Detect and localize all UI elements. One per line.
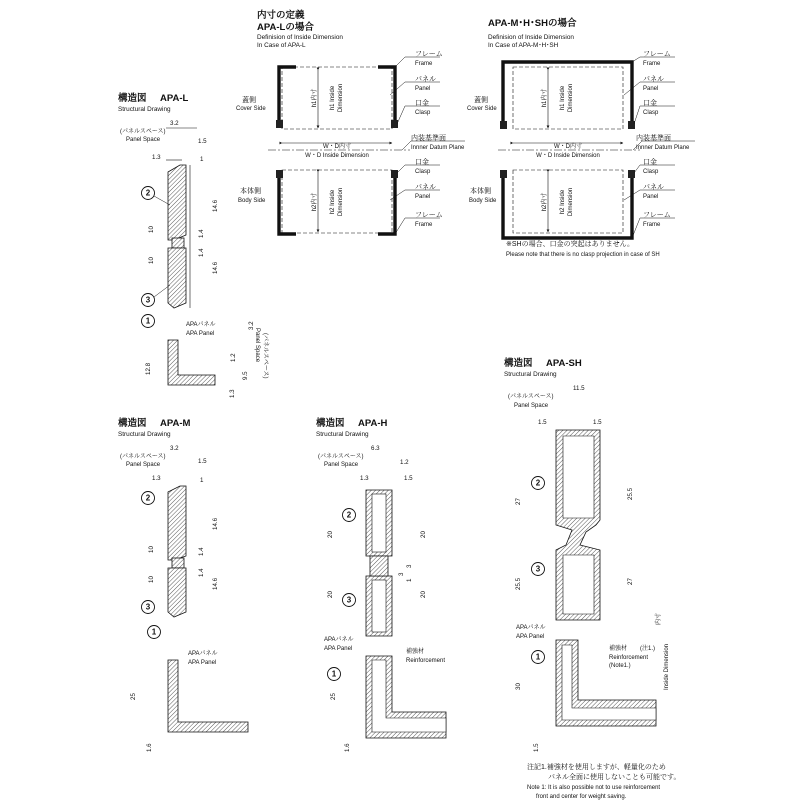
- body-side-en: Body Side: [238, 198, 266, 204]
- cover-side-label: 蓋側: [242, 97, 256, 104]
- h1-en2: Dimension: [338, 83, 344, 113]
- apa-l-dim-14-6b: 14.6: [212, 261, 219, 274]
- sh-note-jp: ※SHの場合、口金の突起はありません。: [506, 241, 635, 248]
- apa-m-dim-1-3: 1.3: [152, 475, 161, 482]
- h1-en1: h1 Inside: [330, 85, 336, 111]
- apa-h-reinf-en: Reinforcement: [406, 658, 446, 664]
- apa-l-ps-vertical-en: Panel Space: [254, 328, 260, 363]
- apa-l-callout-1: 1: [145, 316, 151, 326]
- apa-h-panel-space: (パネルスペース): [318, 454, 364, 460]
- mhsh-panel-en: Panel: [643, 86, 659, 92]
- apa-m-struct-en: Structural Drawing: [118, 431, 171, 438]
- apa-sh-dim-1-5a: 1.5: [538, 419, 547, 426]
- apa-h-model: APA-H: [358, 418, 388, 429]
- apa-sh-note-jp2: パネル全面に使用しないことも可能です。: [548, 774, 681, 781]
- apa-sh-panel-space-en: Panel Space: [514, 403, 549, 409]
- apa-m-model: APA-M: [160, 418, 191, 429]
- apa-sh-note-en2: front and center for weight saving.: [536, 794, 627, 800]
- mhsh-body-side-en: Body Side: [469, 198, 497, 204]
- apa-l-dim-9-5: 9.5: [242, 371, 249, 380]
- mhsh-panel-en-2: Panel: [643, 194, 659, 200]
- apa-m-dim-14-6b: 14.6: [212, 577, 219, 590]
- apa-m-struct-title: 構造図: [118, 418, 147, 429]
- apa-l-panel-space-en: Panel Space: [126, 137, 161, 143]
- apa-l-dim-1-4a: 1.4: [198, 229, 205, 238]
- callout-3-num: 3: [145, 295, 151, 305]
- apa-l-dim-3-2: 3.2: [170, 120, 179, 127]
- apa-m-dim-3-2: 3.2: [170, 445, 179, 452]
- mhsh-h1-en2: Dimension: [568, 83, 574, 113]
- apa-l-panel-space: (パネルスペース): [120, 129, 166, 135]
- apa-h-dim-1: 1: [406, 578, 413, 582]
- apa-sh-note1-marker: (注1.): [640, 646, 656, 652]
- frame-en: Frame: [415, 61, 433, 67]
- apa-m-callout-1: 1: [151, 627, 157, 637]
- apa-h-dim-3b: 3: [398, 572, 405, 576]
- apa-sh-callout-1: 1: [535, 652, 541, 662]
- apa-sh-structure: [504, 357, 680, 800]
- mhsh-clasp-en-2: Clasp: [643, 169, 659, 175]
- apa-sh-dim-1-5v: 1.5: [533, 743, 540, 752]
- apa-l-apa-panel-en: APA Panel: [186, 331, 215, 337]
- apa-l-dim-1-5: 1.5: [198, 138, 207, 145]
- mhsh-frame-en: Frame: [643, 61, 661, 67]
- frame-label: フレーム: [415, 51, 443, 58]
- h2-en1: h2 Inside: [330, 189, 336, 215]
- apa-l-dim-10b: 10: [148, 257, 155, 264]
- cover-side-en: Cover Side: [236, 106, 266, 112]
- mhsh-cover-side: 蓋側: [474, 97, 488, 104]
- apa-m-dim-10b: 10: [148, 576, 155, 583]
- apa-l-struct-title: 構造図: [118, 93, 147, 104]
- apa-h-dim-20b: 20: [327, 591, 334, 598]
- clasp-label: 口金: [415, 100, 429, 107]
- mhsh-h2-label: h2内寸: [542, 192, 548, 212]
- apa-m-dim-1-4a: 1.4: [198, 547, 205, 556]
- sh-note-en: Please note that there is no clasp projection in case of SH: [506, 252, 660, 258]
- apa-l-struct-en: Structural Drawing: [118, 106, 171, 113]
- apa-sh-struct-title: 構造図: [504, 358, 533, 369]
- apa-l-apa-panel: APAパネル: [186, 322, 216, 328]
- apa-sh-note1-marker-en: (Note1.): [609, 663, 631, 669]
- definition-en1: Definision of Inside Dimension: [257, 34, 343, 41]
- mhsh-h2-en1: h2 Inside: [560, 189, 566, 215]
- apa-m-panel-space: (パネルスペース): [120, 454, 166, 460]
- datum-en: Innner Datum Plane: [411, 145, 465, 151]
- apa-sh-apa-panel: APAパネル: [516, 625, 546, 631]
- apa-m-structure: [118, 417, 248, 752]
- mhsh-en2: In Case of APA-M･H･SH: [488, 42, 559, 49]
- apa-sh-dim-25-5b: 25.5: [515, 577, 522, 590]
- mhsh-datum-label: 内装基準面: [636, 135, 671, 142]
- apa-l-dim-10a: 10: [148, 226, 155, 233]
- apa-l-dim-1: 1: [200, 156, 204, 163]
- datum-label: 内装基準面: [411, 135, 446, 142]
- cover-clasp-right: [391, 120, 398, 128]
- definition-title: 内寸の定義: [257, 10, 305, 21]
- panel-label-2: パネル: [415, 184, 436, 191]
- h2-en2: Dimension: [338, 187, 344, 217]
- inside-dimension-apa-l: [236, 9, 465, 234]
- apa-h-struct-title: 構造図: [316, 418, 345, 429]
- mhsh-wd-label: W・D内寸: [554, 144, 582, 150]
- apa-h-dim-1-6: 1.6: [344, 743, 351, 752]
- apa-m-apa-panel: APAパネル: [188, 651, 218, 657]
- apa-h-callout-3: 3: [346, 595, 352, 605]
- apa-h-apa-panel-en: APA Panel: [324, 646, 353, 652]
- apa-l-structure: [118, 92, 270, 398]
- apa-h-callout-1: 1: [331, 669, 337, 679]
- apa-h-struct-en: Structural Drawing: [316, 431, 369, 438]
- definition-callouts-right: [624, 51, 695, 238]
- frame-label-2: フレーム: [415, 212, 443, 219]
- apa-h-dim-6-3: 6.3: [371, 445, 380, 452]
- apa-h-dim-20a: 20: [327, 531, 334, 538]
- apa-sh-callout-2: 2: [535, 478, 541, 488]
- callout-2-num: 2: [145, 188, 151, 198]
- clasp-label-2: 口金: [415, 159, 429, 166]
- apa-sh-note-en1: Note 1: It is also possible not to use reinforcement: [527, 785, 661, 791]
- apa-l-ps-vertical: (パネルスペース): [262, 333, 268, 379]
- apa-h-reinf: 補強材: [406, 649, 425, 655]
- wd-label: W・D内寸: [323, 144, 351, 150]
- mhsh-clasp-label-2: 口金: [643, 159, 657, 166]
- definition-callouts-left: [390, 51, 465, 234]
- apa-sh-dim-11-5: 11.5: [573, 385, 585, 392]
- apa-h-dim-25: 25: [330, 693, 337, 700]
- body-clasp-left: [276, 170, 283, 178]
- apa-m-dim-25: 25: [130, 693, 137, 700]
- frame-en-2: Frame: [415, 222, 433, 228]
- mhsh-panel-label: パネル: [643, 76, 664, 83]
- apa-h-dim-1-2: 1.2: [400, 459, 409, 466]
- apa-l-model: APA-L: [160, 93, 189, 104]
- mhsh-frame-en-2: Frame: [643, 222, 661, 228]
- panel-en: Panel: [415, 86, 431, 92]
- apa-sh-reinf-en: Reinforcement: [609, 655, 649, 661]
- cover-frame-right: [378, 67, 395, 125]
- apa-sh-dim-27a: 27: [515, 498, 522, 505]
- apa-sh-struct-en: Structural Drawing: [504, 371, 557, 378]
- body-frame-right: [378, 175, 395, 234]
- apa-sh-dim-27b: 27: [627, 578, 634, 585]
- apa-l-dim-1-3: 1.3: [152, 154, 161, 161]
- body-frame-left: [279, 175, 296, 234]
- apa-l-dim-1-4b: 1.4: [198, 248, 205, 257]
- apa-m-dim-10a: 10: [148, 546, 155, 553]
- mhsh-clasp-en: Clasp: [643, 110, 659, 116]
- apa-sh-dim-30: 30: [515, 683, 522, 690]
- mhsh-cover-side-en: Cover Side: [467, 106, 497, 112]
- apa-l-dim-3-2v: 3.2: [248, 321, 255, 330]
- apa-l-dim-14-6a: 14.6: [212, 199, 219, 212]
- h1-label: h1内寸: [312, 88, 318, 108]
- apa-m-callout-2: 2: [145, 493, 151, 503]
- panel-label: パネル: [415, 76, 436, 83]
- apa-sh-reinf: 補強材: [609, 646, 628, 652]
- mhsh-title: APA-M･H･SHの場合: [488, 18, 577, 29]
- definition-en2: In Case of APA-L: [257, 42, 306, 49]
- apa-sh-apa-panel-en: APA Panel: [516, 634, 545, 640]
- apa-m-callout-3: 3: [145, 602, 151, 612]
- mhsh-frame-label-2: フレーム: [643, 212, 671, 219]
- apa-h-dim-1-3: 1.3: [360, 475, 369, 482]
- apa-sh-callout-3: 3: [535, 564, 541, 574]
- cover-box-outline: [282, 67, 392, 129]
- mhsh-en1: Definision of Inside Dimension: [488, 34, 574, 41]
- mhsh-clasp-label: 口金: [643, 100, 657, 107]
- apa-sh-inside: 内寸: [656, 612, 662, 625]
- apa-sh-model: APA-SH: [546, 358, 582, 369]
- body-side-label: 本体側: [240, 188, 261, 195]
- wd-en: W・D Inside Dimension: [305, 153, 369, 159]
- mhsh-h1-en1: h1 Inside: [560, 85, 566, 111]
- apa-m-dim-1: 1: [200, 477, 204, 484]
- apa-m-dim-1-4b: 1.4: [198, 568, 205, 577]
- apa-sh-dim-1-5b: 1.5: [593, 419, 602, 426]
- apa-h-structure: [316, 417, 446, 752]
- definition-subtitle: APA-Lの場合: [257, 22, 314, 33]
- cover-frame-left: [279, 67, 296, 125]
- apa-m-dim-1-5: 1.5: [198, 458, 207, 465]
- mhsh-h2-en2: Dimension: [568, 187, 574, 217]
- mhsh-datum-en: Innner Datum Plane: [636, 145, 690, 151]
- cover-clasp-left: [276, 120, 283, 128]
- apa-m-dim-14-6a: 14.6: [212, 517, 219, 530]
- mhsh-h1-label: h1内寸: [542, 88, 548, 108]
- apa-h-callout-2: 2: [346, 510, 352, 520]
- mhsh-wd-en: W・D Inside Dimension: [536, 153, 600, 159]
- mhsh-body-side: 本体側: [470, 188, 491, 195]
- apa-l-dim-1-2: 1.2: [230, 353, 237, 362]
- apa-h-dim-1-5: 1.5: [404, 475, 413, 482]
- apa-l-dim-12-8: 12.8: [145, 362, 152, 375]
- body-box-outline: [282, 170, 392, 233]
- clasp-en: Clasp: [415, 110, 431, 116]
- apa-h-dim-20d: 20: [420, 591, 427, 598]
- mhsh-panel-label-2: パネル: [643, 184, 664, 191]
- apa-sh-panel-space: (パネルスペース): [508, 394, 554, 400]
- apa-sh-inside-en: Inside Dimension: [664, 643, 670, 690]
- apa-h-panel-space-en: Panel Space: [324, 462, 359, 468]
- apa-m-panel-space-en: Panel Space: [126, 462, 161, 468]
- apa-m-apa-panel-en: APA Panel: [188, 660, 217, 666]
- apa-m-dim-1-6: 1.6: [146, 743, 153, 752]
- apa-h-apa-panel: APAパネル: [324, 637, 354, 643]
- inside-dimension-apa-mhsh: [467, 17, 695, 258]
- body-clasp-right: [391, 170, 398, 178]
- apa-sh-dim-25-5a: 25.5: [627, 487, 634, 500]
- apa-l-dim-1-3v: 1.3: [229, 389, 236, 398]
- mhsh-frame-label: フレーム: [643, 51, 671, 58]
- h2-label: h2内寸: [312, 192, 318, 212]
- panel-en-2: Panel: [415, 194, 431, 200]
- apa-h-dim-20c: 20: [420, 531, 427, 538]
- apa-h-dim-3a: 3: [406, 564, 413, 568]
- apa-sh-note-jp1: 注記1.補強材を使用しますが、軽量化のため: [527, 764, 666, 771]
- clasp-en-2: Clasp: [415, 169, 431, 175]
